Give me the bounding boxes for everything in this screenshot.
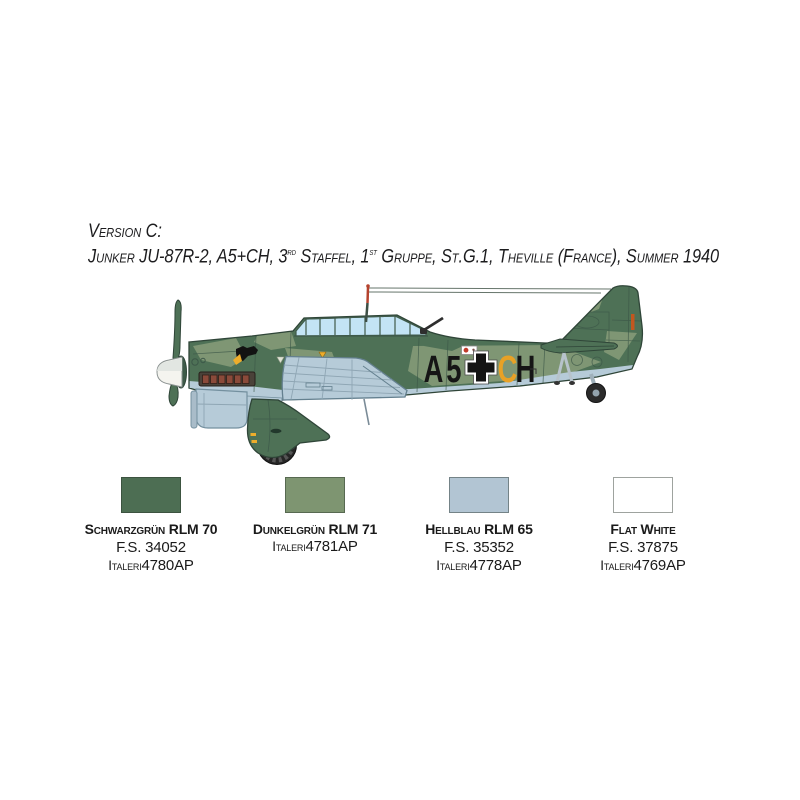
propeller <box>157 300 187 406</box>
swatch-rlm65 <box>449 477 509 513</box>
swatch-flat-white <box>613 477 673 513</box>
swatch-column-rlm71 <box>233 477 397 555</box>
swatch-italeri-code: Italeri4778AP <box>436 557 522 574</box>
code-c: C <box>497 348 518 392</box>
swatch-fs-code: F.S. 35352 <box>444 539 514 556</box>
version-label: Version C: <box>88 221 162 242</box>
spat-emblem <box>271 429 282 433</box>
swatch-name: Schwarzgrün RLM 70 <box>84 521 218 537</box>
code-a5: A5 <box>423 348 465 392</box>
swatch-italeri-code: Italeri4780AP <box>108 557 194 574</box>
wheel-spat <box>247 399 329 465</box>
swatch-italeri-code: Italeri4781AP <box>272 538 358 555</box>
swatch-name: Hellblau RLM 65 <box>425 521 533 537</box>
swatch-name: Dunkelgrün RLM 71 <box>252 521 378 537</box>
rear-machine-gun <box>420 318 443 334</box>
swatch-column-rlm65 <box>397 477 561 574</box>
code-h: H <box>515 348 536 392</box>
aircraft-description: Junker JU-87R-2, A5+CH, 3rd Staffel, 1st Gruppe, St.G.1, Theville (France), Summer 1940 <box>88 246 719 268</box>
swatch-italeri-code: Italeri4769AP <box>600 557 686 574</box>
spat-body <box>247 399 329 458</box>
swatch-column-flat-white <box>561 477 725 574</box>
rudder-trim-tab <box>631 314 635 330</box>
swatch-fs-code: F.S. 34052 <box>116 539 186 556</box>
swatch-rlm71 <box>285 477 345 513</box>
dive-brake-rod <box>364 399 369 425</box>
swatch-name: Flat White <box>610 521 676 537</box>
aircraft-illustration <box>90 260 710 475</box>
swatch-rlm70 <box>121 477 181 513</box>
propeller-blade-upper <box>173 300 181 361</box>
swatch-column-rlm70 <box>69 477 233 574</box>
swatch-fs-code: F.S. 37875 <box>608 539 678 556</box>
chin-radiator <box>191 389 247 428</box>
antenna-wires <box>368 288 611 293</box>
